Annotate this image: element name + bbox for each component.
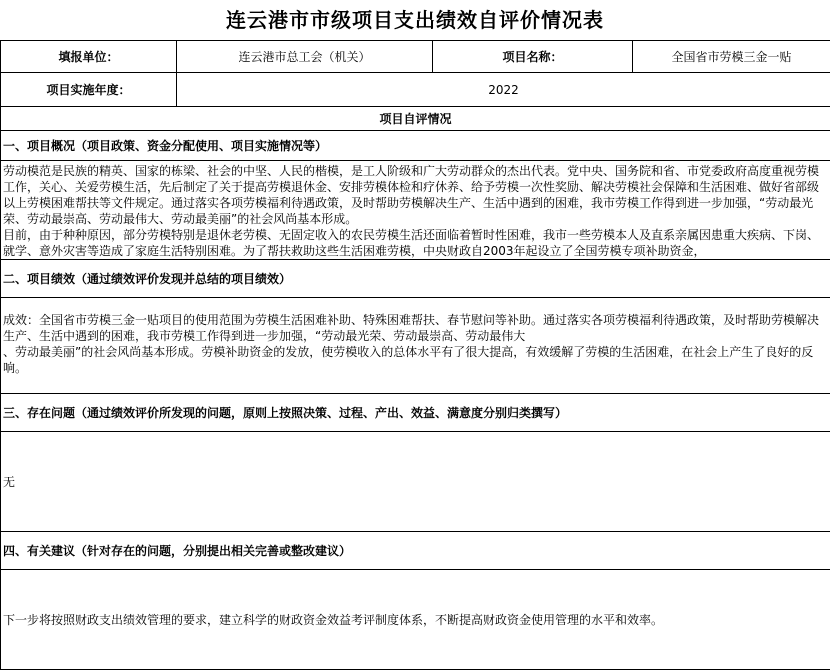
year-label: 项目实施年度： xyxy=(1,73,177,107)
overview-para-2: 目前，由于种种原因，部分劳模特别是退休老劳模、无固定收入的农民劳模生活还面临着暂时性困难，我市一些劳模本人及直系亲属因患重大疾病、下岗、就学、意外灾害等造成了家庭生活特别困难。为了帮扶救助这些生活困难劳模，中央财政自2003年起设立了全国劳模专项补助资金， xyxy=(3,228,820,258)
self-eval-row xyxy=(1,107,830,131)
performance-heading: 二、项目绩效（通过绩效评价发现并总结的项目绩效） xyxy=(1,260,830,298)
suggestions-text: 下一步将按照财政支出绩效管理的要求，建立科学的财政资金效益考评制度体系，不断提高财政资金使用管理的水平和效率。 xyxy=(1,570,830,670)
unit-label: 填报单位： xyxy=(1,41,177,73)
suggestions-heading-row xyxy=(1,532,830,570)
problems-heading: 三、存在问题（通过绩效评价所发现的问题，原则上按照决策、过程、产出、效益、满意度分别归类撰写） xyxy=(1,394,830,432)
project-value: 全国省市劳模三金一贴 xyxy=(633,41,830,73)
project-label: 项目名称： xyxy=(433,41,633,73)
self-eval-heading: 项目自评情况 xyxy=(1,107,830,131)
performance-line-2: 、劳动最美丽”的社会风尚基本形成。劳模补助资金的发放，使劳模收入的总体水平有了很大提高，有效缓解了劳模的生活困难，在社会上产生了良好的反响。 xyxy=(3,345,814,375)
problems-text: 无 xyxy=(1,432,830,532)
suggestions-heading: 四、有关建议（针对存在的问题，分别提出相关完善或整改建议） xyxy=(1,532,830,570)
performance-body xyxy=(1,298,830,394)
problems-body-row xyxy=(1,432,830,532)
overview-heading: 一、项目概况（项目政策、资金分配使用、项目实施情况等） xyxy=(1,131,830,161)
unit-value: 连云港市总工会（机关） xyxy=(177,41,433,73)
evaluation-table xyxy=(0,40,830,670)
header-row-unit xyxy=(1,41,830,73)
page-title: 连云港市市级项目支出绩效自评价情况表 xyxy=(226,8,604,32)
header-row-year xyxy=(1,73,830,107)
year-value: 2022 xyxy=(177,73,830,107)
suggestions-body-row xyxy=(1,570,830,670)
overview-heading-row xyxy=(1,131,830,161)
performance-heading-row xyxy=(1,260,830,298)
performance-line-1: 成效：全国省市劳模三金一贴项目的使用范围为劳模生活困难补助、特殊困难帮扶、春节慰问等补助。通过落实各项劳模福利待遇政策，及时帮助劳模解决生产、生活中遇到的困难，我市劳模工作得到进一步加强，“劳动最光荣、劳动最崇高、劳动最伟大 xyxy=(3,313,820,343)
performance-body-row xyxy=(1,298,830,394)
overview-body-row xyxy=(1,161,830,260)
overview-para-1: 劳动模范是民族的精英、国家的栋梁、社会的中坚、人民的楷模，是工人阶级和广大劳动群众的杰出代表。党中央、国务院和省、市党委政府高度重视劳模工作，关心、关爱劳模生活，先后制定了关于提高劳模退休金、安排劳模体检和疗休养、给予劳模一次性奖励、解决劳模社会保障和生活困难、做好省部级以上劳模困难帮扶等文件规定。通过落实各项劳模福利待遇政策，及时帮助劳模解决生产、生活中遇到的困难，我市劳模工作得到进一步加强，“劳动最光荣、劳动最崇高、劳动最伟大、劳动最美丽”的社会风尚基本形成。 xyxy=(3,164,820,226)
problems-heading-row xyxy=(1,394,830,432)
overview-body xyxy=(1,161,830,260)
